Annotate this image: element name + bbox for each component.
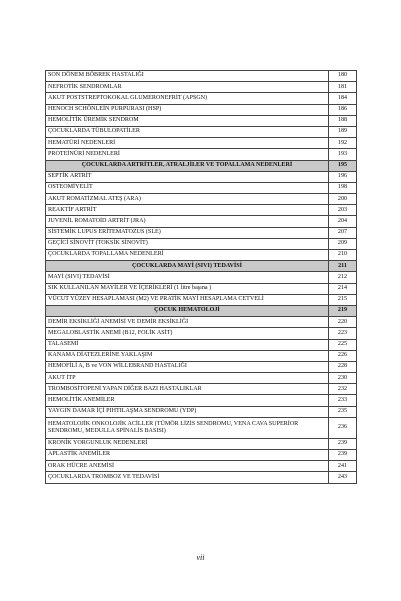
entry-page-number: 239 bbox=[329, 438, 357, 449]
entry-page-number: 210 bbox=[329, 250, 357, 261]
toc-row bbox=[46, 283, 357, 294]
entry-page-number: 200 bbox=[329, 194, 357, 205]
toc-section-header bbox=[46, 160, 357, 171]
entry-title: ÇOCUKLARDA TOPALLAMA NEDENLERİ bbox=[46, 250, 329, 261]
toc-row bbox=[46, 417, 357, 438]
entry-page-number: 195 bbox=[329, 160, 357, 171]
entry-page-number: 188 bbox=[329, 115, 357, 126]
entry-page-number: 207 bbox=[329, 227, 357, 238]
entry-page-number: 203 bbox=[329, 205, 357, 216]
toc-row bbox=[46, 194, 357, 205]
toc-row bbox=[46, 450, 357, 461]
entry-title: HENOCH SCHÖNLEİN PURPURASI (HSP) bbox=[46, 104, 329, 115]
entry-title: DEMİR EKSİKLİĞİ ANEMİSİ VE DEMİR EKSİKLİĞİ bbox=[46, 317, 329, 328]
toc-row bbox=[46, 216, 357, 227]
toc-row bbox=[46, 227, 357, 238]
entry-page-number: 215 bbox=[329, 294, 357, 305]
entry-title: NEFROTİK SENDROMLAR bbox=[46, 82, 329, 93]
toc-body bbox=[46, 71, 357, 484]
entry-page-number: 193 bbox=[329, 149, 357, 160]
entry-title: KANAMA DİATEZLERİNE YAKLAŞIM bbox=[46, 350, 329, 361]
toc-row bbox=[46, 138, 357, 149]
toc-row bbox=[46, 395, 357, 406]
toc-row bbox=[46, 438, 357, 449]
entry-page-number: 212 bbox=[329, 272, 357, 283]
entry-title: SİSTEMİK LUPUS ERİTEMATOZUS (SLE) bbox=[46, 227, 329, 238]
entry-title: AKUT ROMATİZMAL ATEŞ (ARA) bbox=[46, 194, 329, 205]
entry-page-number: 225 bbox=[329, 339, 357, 350]
entry-title: VÜCUT YÜZEY HESAPLAMASI (M2) VE PRATİK MAYİ HESAPLAMA CETVELİ bbox=[46, 294, 329, 305]
toc-row bbox=[46, 294, 357, 305]
toc-row bbox=[46, 104, 357, 115]
section-title: ÇOCUK HEMATOLOJİ bbox=[46, 305, 329, 316]
table-of-contents bbox=[45, 70, 357, 484]
entry-title: HEMOFİLİ A, B ve VON WİLLEBRAND HASTALIĞI bbox=[46, 361, 329, 372]
toc-section-header bbox=[46, 305, 357, 316]
entry-page-number: 228 bbox=[329, 361, 357, 372]
entry-title: SON DÖNEM BÖBREK HASTALIĞI bbox=[46, 71, 329, 82]
entry-page-number: 232 bbox=[329, 384, 357, 395]
toc-section-header bbox=[46, 261, 357, 272]
entry-title: JUVENİL ROMATOİD ARTRİT (JRA) bbox=[46, 216, 329, 227]
entry-title: KRONİK YORGUNLUK NEDENLERİ bbox=[46, 438, 329, 449]
entry-page-number: 184 bbox=[329, 93, 357, 104]
toc-row bbox=[46, 250, 357, 261]
entry-page-number: 209 bbox=[329, 238, 357, 249]
entry-title: APLASTİK ANEMİLER bbox=[46, 450, 329, 461]
toc-row bbox=[46, 406, 357, 417]
entry-title: HEMOLİTİK ANEMİLER bbox=[46, 395, 329, 406]
entry-title: GEÇİCİ SİNOVİT (TOKSİK SİNOVİT) bbox=[46, 238, 329, 249]
entry-page-number: 181 bbox=[329, 82, 357, 93]
toc-row bbox=[46, 339, 357, 350]
toc-row bbox=[46, 149, 357, 160]
toc-row bbox=[46, 384, 357, 395]
entry-page-number: 211 bbox=[329, 261, 357, 272]
entry-title: SEPTİK ARTRİT bbox=[46, 171, 329, 182]
entry-title: MEGALOBLASTİK ANEMİ (B12, FOLİK ASİT) bbox=[46, 328, 329, 339]
toc-row bbox=[46, 71, 357, 82]
toc-row bbox=[46, 272, 357, 283]
entry-title: AKUT POSTSTREPTOKOKAL GLUMERONEFRİT (APSGN) bbox=[46, 93, 329, 104]
entry-page-number: 243 bbox=[329, 472, 357, 483]
toc-row bbox=[46, 93, 357, 104]
entry-title: TALASEMİ bbox=[46, 339, 329, 350]
entry-title: HEMOLİTİK ÜREMİK SENDROM bbox=[46, 115, 329, 126]
toc-row bbox=[46, 317, 357, 328]
toc-row bbox=[46, 361, 357, 372]
section-title: ÇOCUKLARDA ARTRİTLER, ATRALJİLER VE TOPALLAMA NEDENLERİ bbox=[46, 160, 329, 171]
entry-title: TROMBOSİTOPENİ YAPAN DİĞER BAZI HASTALIKLAR bbox=[46, 384, 329, 395]
toc-row bbox=[46, 350, 357, 361]
entry-page-number: 214 bbox=[329, 283, 357, 294]
entry-title: HEMATÜRİ NEDENLERİ bbox=[46, 138, 329, 149]
entry-title: PROTEİNÜRİ NEDENLERİ bbox=[46, 149, 329, 160]
toc-row bbox=[46, 373, 357, 384]
entry-page-number: 235 bbox=[329, 406, 357, 417]
entry-page-number: 219 bbox=[329, 305, 357, 316]
toc-row bbox=[46, 472, 357, 483]
entry-page-number: 241 bbox=[329, 461, 357, 472]
toc-row bbox=[46, 238, 357, 249]
toc-row bbox=[46, 115, 357, 126]
entry-title: SIK KULLANILAN MAYİLER VE İÇERİKLERİ (1 litre başına ) bbox=[46, 283, 329, 294]
toc-row bbox=[46, 126, 357, 137]
toc-row bbox=[46, 328, 357, 339]
entry-page-number: 226 bbox=[329, 350, 357, 361]
entry-title: ORAK HÜCRE ANEMİSİ bbox=[46, 461, 329, 472]
entry-page-number: 223 bbox=[329, 328, 357, 339]
entry-title: ÇOCUKLARDA TÜBULOPATİLER bbox=[46, 126, 329, 137]
toc-row bbox=[46, 171, 357, 182]
entry-title: MAYİ (SIVI) TEDAVİSİ bbox=[46, 272, 329, 283]
entry-page-number: 186 bbox=[329, 104, 357, 115]
toc-row bbox=[46, 461, 357, 472]
entry-page-number: 192 bbox=[329, 138, 357, 149]
entry-title: OSTEOMİYELİT bbox=[46, 182, 329, 193]
entry-page-number: 198 bbox=[329, 182, 357, 193]
entry-title: YAYGIN DAMAR İÇİ PIHTILAŞMA SENDROMU (YDP) bbox=[46, 406, 329, 417]
entry-title: AKUT İTP bbox=[46, 373, 329, 384]
toc-row bbox=[46, 182, 357, 193]
entry-title: REAKTİF ARTRİT bbox=[46, 205, 329, 216]
entry-title: HEMATOLOJİK ONKOLOJİK ACİLLER (TÜMÖR LİZİS SENDROMU, VENA CAVA SUPERİOR SENDROMU, MEDULLA SPİNALİS BASISI) bbox=[46, 417, 329, 438]
section-title: ÇOCUKLARDA MAYİ (SIVI) TEDAVİSİ bbox=[46, 261, 329, 272]
page-number: vii bbox=[196, 553, 205, 562]
entry-page-number: 230 bbox=[329, 373, 357, 384]
toc-row bbox=[46, 82, 357, 93]
entry-page-number: 180 bbox=[329, 71, 357, 82]
entry-page-number: 236 bbox=[329, 417, 357, 438]
entry-title: ÇOCUKLARDA TROMBOZ VE TEDAVİSİ bbox=[46, 472, 329, 483]
entry-page-number: 233 bbox=[329, 395, 357, 406]
entry-page-number: 196 bbox=[329, 171, 357, 182]
entry-page-number: 189 bbox=[329, 126, 357, 137]
entry-page-number: 204 bbox=[329, 216, 357, 227]
toc-row bbox=[46, 205, 357, 216]
entry-page-number: 239 bbox=[329, 450, 357, 461]
entry-page-number: 220 bbox=[329, 317, 357, 328]
